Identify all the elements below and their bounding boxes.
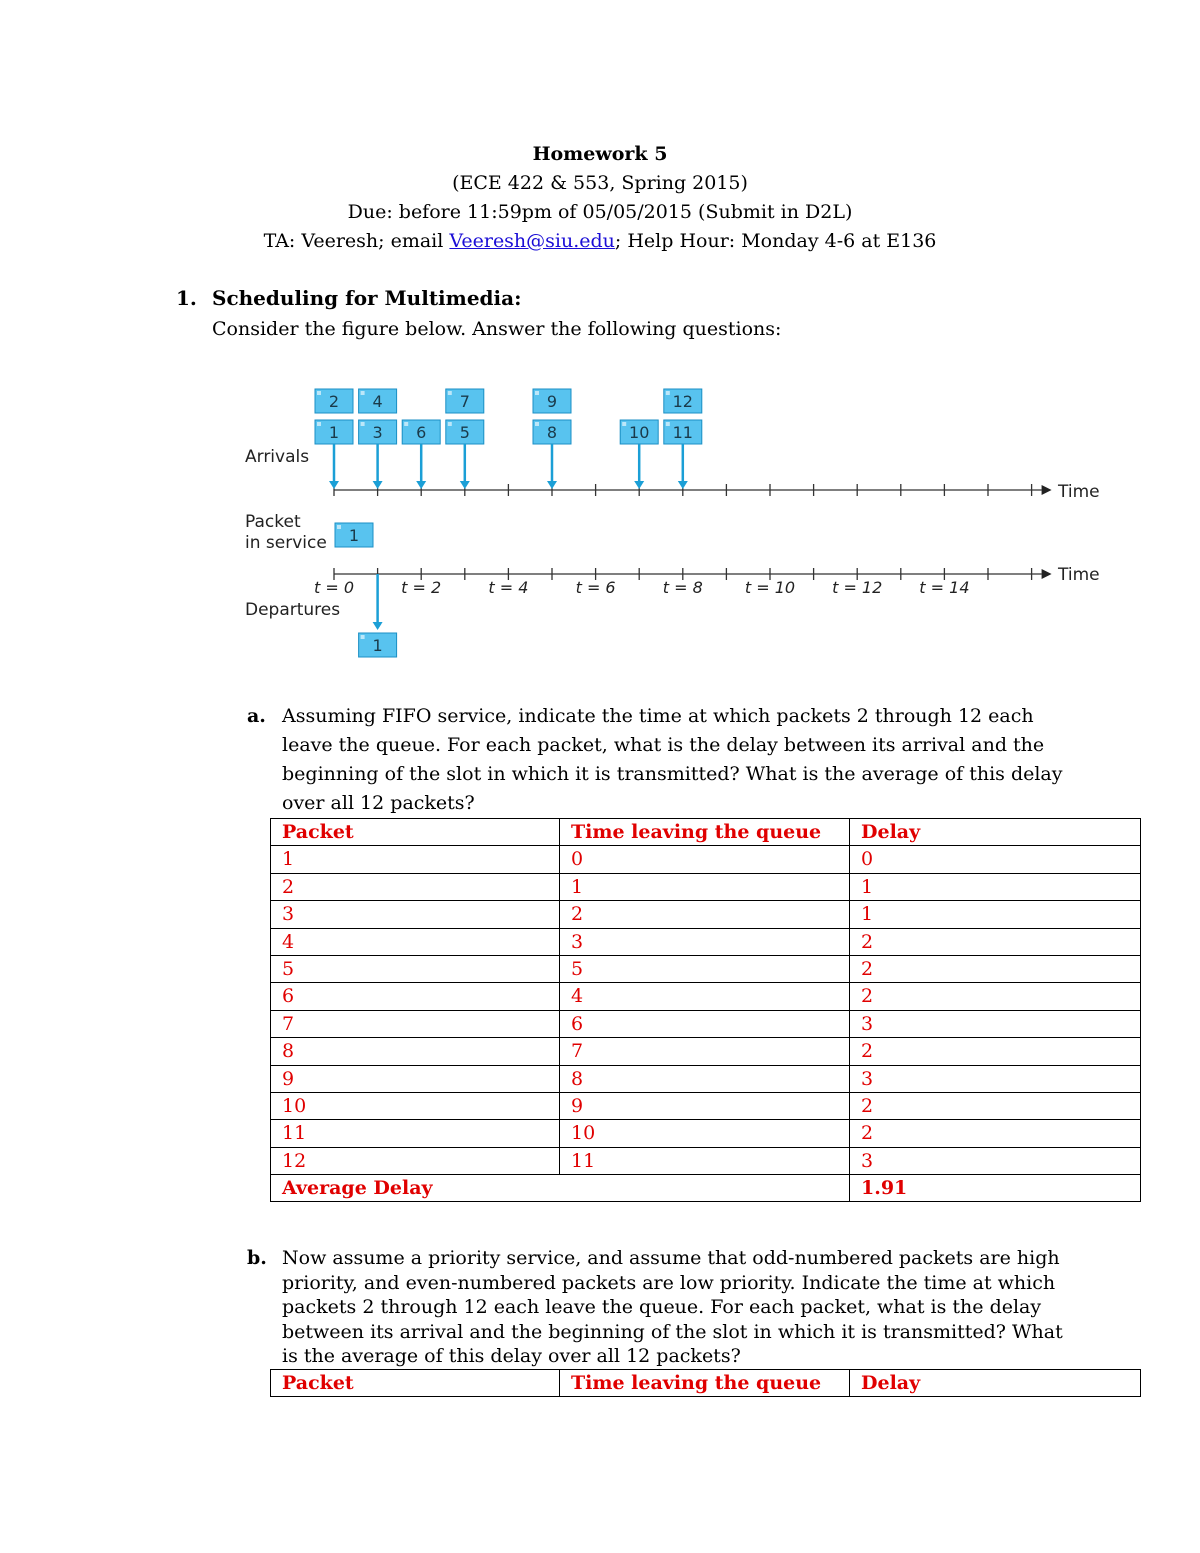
- table-header-row: [271, 819, 1141, 846]
- tick-label: t = 6: [575, 578, 616, 597]
- arrival-packet-4-label: 4: [372, 392, 383, 411]
- table-row: [271, 1038, 1141, 1065]
- question-1-title: Scheduling for Multimedia:: [212, 286, 522, 310]
- departure-arrow-head: [373, 622, 383, 630]
- tick-label: t = 2: [401, 578, 442, 597]
- tick-label: t = 10: [744, 578, 796, 597]
- tick-label: t = 8: [662, 578, 703, 597]
- packet-label-line1: Packet: [245, 512, 301, 532]
- table-row: [271, 901, 1141, 928]
- table-header-row: [271, 1370, 1141, 1397]
- table-row: [271, 1147, 1141, 1174]
- packet-cell: 6: [271, 983, 560, 1010]
- delay-cell: 3: [850, 1010, 1141, 1037]
- table-row: [271, 846, 1141, 873]
- average-label: Average Delay: [271, 1175, 850, 1202]
- table-row: [271, 873, 1141, 900]
- time-leaving-cell: 7: [560, 1038, 850, 1065]
- delay-cell: 1: [850, 873, 1141, 900]
- time-leaving-cell: 6: [560, 1010, 850, 1037]
- ta-email-link[interactable]: Veeresh@siu.edu: [449, 230, 615, 252]
- part-a-letter: a.: [247, 705, 266, 727]
- table-row: [271, 928, 1141, 955]
- time-label-bottom: Time: [1058, 565, 1100, 585]
- column-header: Packet: [271, 819, 560, 846]
- packet-cell: 1: [271, 846, 560, 873]
- column-header: Packet: [271, 1370, 560, 1397]
- table-row: [271, 1065, 1141, 1092]
- question-1-number: 1.: [176, 286, 197, 310]
- arrivals-label: Arrivals: [245, 447, 310, 467]
- tick-label: t = 12: [832, 578, 883, 597]
- column-header: Delay: [850, 819, 1141, 846]
- arrival-packet-1-label: 1: [328, 423, 340, 442]
- packet-cell: 8: [271, 1038, 560, 1065]
- column-header: Time leaving the queue: [560, 1370, 850, 1397]
- table-row: [271, 1120, 1141, 1147]
- delay-cell: 2: [850, 1120, 1141, 1147]
- table-row: [271, 983, 1141, 1010]
- delay-cell: 2: [850, 928, 1141, 955]
- question-1-intro: Consider the figure below. Answer the following questions:: [212, 318, 782, 340]
- part-a-text: Assuming FIFO service, indicate the time at which packets 2 through 12 each leave the queue. For each packet, what is the delay between its arrival and the beginning of the slot in which it is transmitted? What is the average of this delay over all 12 packets?: [282, 705, 1063, 814]
- time-leaving-cell: 8: [560, 1065, 850, 1092]
- arrival-packet-2-label: 2: [328, 392, 340, 411]
- part-a: [247, 702, 1077, 818]
- average-row: [271, 1175, 1141, 1202]
- average-value: 1.91: [850, 1175, 1141, 1202]
- in-service-packet-label: 1: [348, 526, 360, 545]
- time-leaving-cell: 10: [560, 1120, 850, 1147]
- time-leaving-cell: 9: [560, 1092, 850, 1119]
- packet-cell: 10: [271, 1092, 560, 1119]
- packet-cell: 5: [271, 955, 560, 982]
- column-header: Delay: [850, 1370, 1141, 1397]
- packet-cell: 4: [271, 928, 560, 955]
- time-leaving-cell: 3: [560, 928, 850, 955]
- arrival-arrow-head: [329, 481, 339, 489]
- tick-label: t = 4: [488, 578, 529, 597]
- course-line: (ECE 422 & 553, Spring 2015): [452, 172, 748, 194]
- delay-cell: 0: [850, 846, 1141, 873]
- page-title: Homework 5: [532, 143, 668, 165]
- arrival-packet-10-label: 10: [629, 423, 650, 442]
- time-leaving-cell: 4: [560, 983, 850, 1010]
- table-row: [271, 1092, 1141, 1119]
- arrival-packet-11-label: 11: [672, 423, 693, 442]
- due-line: Due: before 11:59pm of 05/05/2015 (Submit in D2L): [347, 201, 853, 223]
- packet-label-line2: in service: [245, 533, 327, 553]
- packet-cell: 12: [271, 1147, 560, 1174]
- part-b-text: Now assume a priority service, and assume that odd-numbered packets are high priority, and even-numbered packets are low priority. Indicate the time at which packets 2 through 12 each leave the queue. For each packet, what is the delay between its arrival and the beginning of the slot in which it is transmitted? What is the average of this delay over all 12 packets?: [282, 1247, 1063, 1367]
- time-leaving-cell: 2: [560, 901, 850, 928]
- tick-label: t = 0: [313, 578, 355, 597]
- arrival-packet-9-label: 9: [546, 392, 558, 411]
- departed-packet-label: 1: [372, 636, 383, 655]
- arrivals-axis-arrowhead: [1042, 485, 1052, 495]
- tick-label: t = 14: [919, 578, 970, 597]
- arrival-arrow-head: [460, 481, 470, 489]
- arrival-arrow-head: [678, 481, 688, 489]
- packet-cell: 2: [271, 873, 560, 900]
- priority-table: [270, 1369, 1141, 1397]
- arrival-packet-5-label: 5: [459, 423, 470, 442]
- delay-cell: 2: [850, 983, 1141, 1010]
- arrival-packet-7-label: 7: [459, 392, 470, 411]
- arrival-packet-3-label: 3: [372, 423, 383, 442]
- ta-suffix: ; Help Hour: Monday 4-6 at E136: [614, 230, 937, 252]
- header: [0, 140, 1200, 256]
- packet-cell: 11: [271, 1120, 560, 1147]
- departures-axis-arrowhead: [1042, 569, 1052, 579]
- delay-cell: 3: [850, 1065, 1141, 1092]
- delay-cell: 1: [850, 901, 1141, 928]
- time-leaving-cell: 5: [560, 955, 850, 982]
- table-row: [271, 1010, 1141, 1037]
- scheduling-figure: [240, 355, 1110, 665]
- ta-line: [0, 227, 1200, 256]
- arrival-packet-8-label: 8: [546, 423, 558, 442]
- arrival-arrow-head: [373, 481, 383, 489]
- arrival-arrow-head: [547, 481, 557, 489]
- delay-cell: 2: [850, 1092, 1141, 1119]
- packet-cell: 9: [271, 1065, 560, 1092]
- arrival-packet-6-label: 6: [416, 423, 427, 442]
- arrival-arrow-head: [634, 481, 644, 489]
- departures-label: Departures: [245, 600, 341, 620]
- packet-cell: 3: [271, 901, 560, 928]
- table-row: [271, 955, 1141, 982]
- time-leaving-cell: 0: [560, 846, 850, 873]
- packet-cell: 7: [271, 1010, 560, 1037]
- fifo-table: [270, 818, 1141, 1202]
- part-b-letter: b.: [247, 1247, 267, 1269]
- time-label-top: Time: [1058, 482, 1100, 502]
- arrival-arrow-head: [416, 481, 426, 489]
- ta-prefix: TA: Veeresh; email: [263, 230, 450, 252]
- arrival-packet-12-label: 12: [672, 392, 693, 411]
- delay-cell: 3: [850, 1147, 1141, 1174]
- delay-cell: 2: [850, 1038, 1141, 1065]
- time-leaving-cell: 11: [560, 1147, 850, 1174]
- time-leaving-cell: 1: [560, 873, 850, 900]
- delay-cell: 2: [850, 955, 1141, 982]
- part-b: [247, 1246, 1077, 1369]
- question-1-heading: [176, 286, 521, 310]
- column-header: Time leaving the queue: [560, 819, 850, 846]
